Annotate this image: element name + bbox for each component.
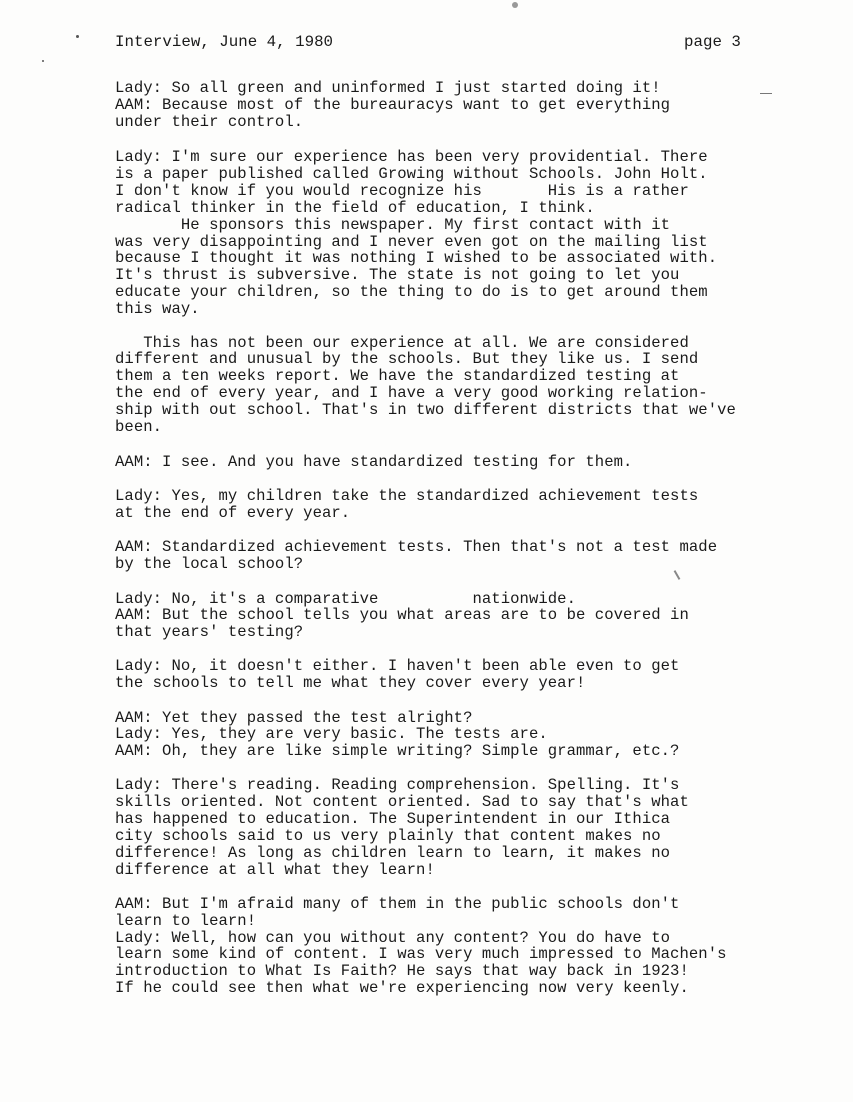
transcript-line: has happened to education. The Superintendent in our Ithica xyxy=(115,810,671,828)
transcript-line: ship with out school. That's in two different districts that we've xyxy=(115,401,736,419)
transcript-line: This has not been our experience at all. We are considered xyxy=(115,334,689,352)
scan-speck xyxy=(512,2,518,8)
transcript-line: because I thought it was nothing I wished to be associated with. xyxy=(115,249,718,267)
transcript-line: Lady: Yes, they are very basic. The tests are. xyxy=(115,725,548,743)
transcript-line: AAM: Yet they passed the test alright? xyxy=(115,709,473,727)
transcript-line: AAM: But the school tells you what areas are to be covered in xyxy=(115,606,689,624)
transcript-line: educate your children, so the thing to do is to get around them xyxy=(115,283,708,301)
transcript-line: by the local school? xyxy=(115,555,304,573)
transcript-line: It's thrust is subversive. The state is not going to let you xyxy=(115,266,680,284)
transcript-line: If he could see then what we're experiencing now very keenly. xyxy=(115,979,689,997)
page-header-title: Interview, June 4, 1980 xyxy=(115,33,334,51)
transcript-line: Lady: So all green and uninformed I just started doing it! xyxy=(115,79,661,97)
transcript-line: learn some kind of content. I was very much impressed to Machen's xyxy=(115,945,727,963)
transcript-line: the schools to tell me what they cover every year! xyxy=(115,674,586,692)
transcript-line: AAM: Oh, they are like simple writing? Simple grammar, etc.? xyxy=(115,742,680,760)
transcript-line: the end of every year, and I have a very good working relation- xyxy=(115,384,708,402)
scan-speck xyxy=(42,60,44,62)
scan-speck xyxy=(76,35,79,38)
scan-speck xyxy=(674,570,681,580)
transcript-line: Lady: Yes, my children take the standardized achievement tests xyxy=(115,487,699,505)
transcript-line: AAM: Because most of the bureauracys want to get everything xyxy=(115,96,671,114)
page-number: page 3 xyxy=(684,33,741,51)
transcript-line: Lady: Well, how can you without any content? You do have to xyxy=(115,929,671,947)
transcript-line: city schools said to us very plainly that content makes no xyxy=(115,827,661,845)
transcript-line: that years' testing? xyxy=(115,623,304,641)
transcript-line: difference! As long as children learn to learn, it makes no xyxy=(115,844,671,862)
transcript-line: was very disappointing and I never even got on the mailing list xyxy=(115,233,708,251)
transcript-line: Lady: There's reading. Reading comprehension. Spelling. It's xyxy=(115,776,680,794)
transcript-line: skills oriented. Not content oriented. Sad to say that's what xyxy=(115,793,689,811)
transcript-line: at the end of every year. xyxy=(115,504,351,522)
transcript-line: them a ten weeks report. We have the standardized testing at xyxy=(115,367,680,385)
transcript-line: introduction to What Is Faith? He says that way back in 1923! xyxy=(115,962,689,980)
transcript-line: been. xyxy=(115,418,163,436)
transcript-line: I don't know if you would recognize his His is a rather xyxy=(115,182,689,200)
transcript-line: under their control. xyxy=(115,113,304,131)
transcript-line: Lady: No, it's a comparative nationwide. xyxy=(115,590,576,608)
transcript-line: this way. xyxy=(115,300,200,318)
transcript-line: He sponsors this newspaper. My first contact with it xyxy=(115,216,671,234)
transcript-line: radical thinker in the field of education, I think. xyxy=(115,199,595,217)
transcript-line: different and unusual by the schools. But they like us. I send xyxy=(115,350,699,368)
transcript-line: AAM: Standardized achievement tests. Then that's not a test made xyxy=(115,538,718,556)
transcript-line: AAM: I see. And you have standardized testing for them. xyxy=(115,453,633,471)
transcript-line: is a paper published called Growing without Schools. John Holt. xyxy=(115,165,708,183)
transcript-line: AAM: But I'm afraid many of them in the public schools don't xyxy=(115,895,680,913)
transcript-line: Lady: No, it doesn't either. I haven't been able even to get xyxy=(115,657,680,675)
transcript-line: Lady: I'm sure our experience has been very providential. There xyxy=(115,148,708,166)
transcript-line: learn to learn! xyxy=(115,912,257,930)
transcript-line: difference at all what they learn! xyxy=(115,861,435,879)
scan-speck xyxy=(760,93,772,94)
